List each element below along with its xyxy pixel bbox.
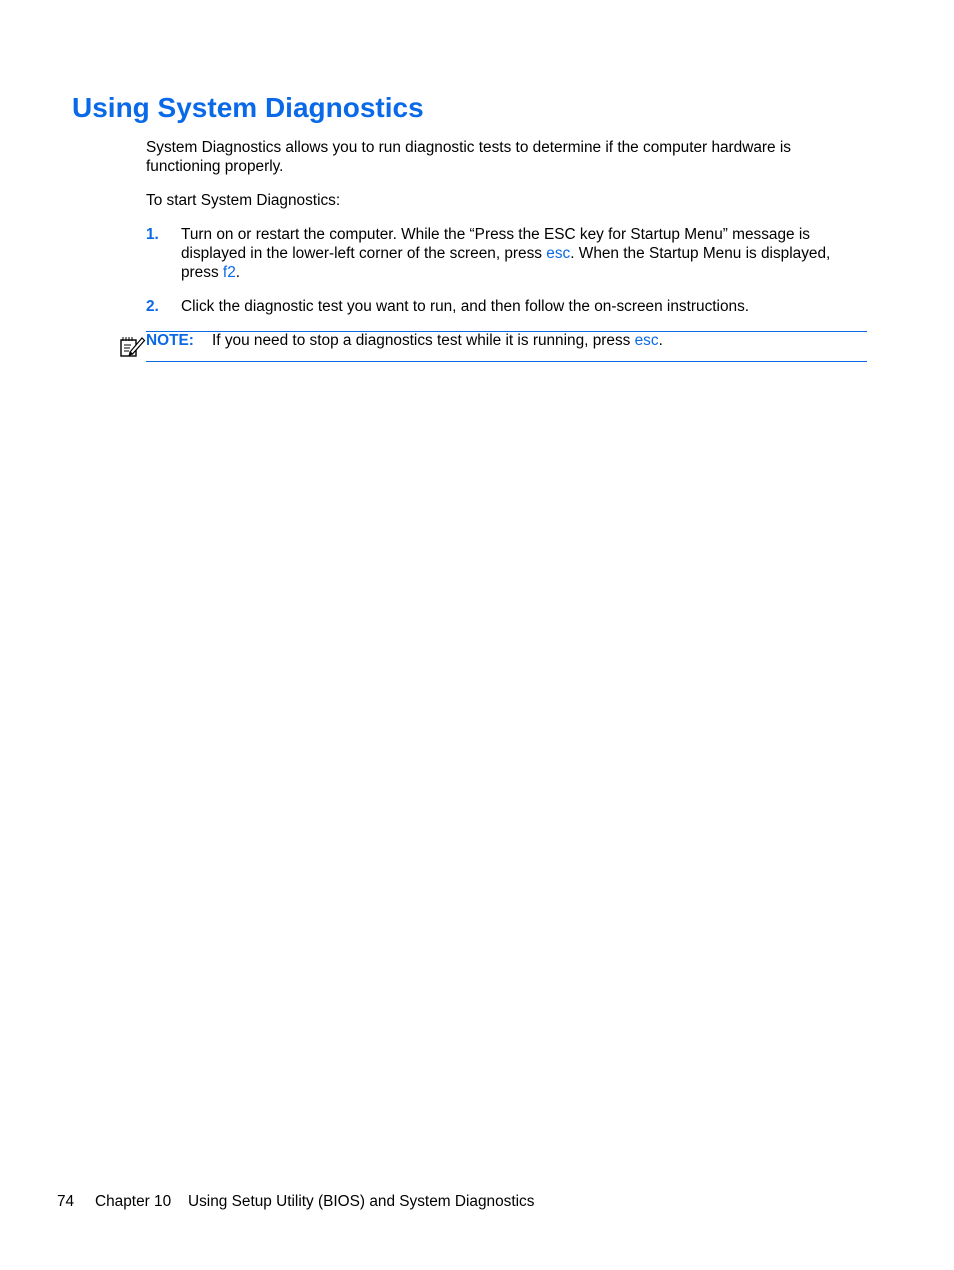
chapter-label: Chapter 10 [95, 1193, 172, 1210]
step-2-number: 2. [146, 298, 159, 315]
f2-key-reference: f2 [222, 264, 236, 281]
note-text [212, 331, 663, 350]
start-label: To start System Diagnostics: [146, 192, 341, 209]
note-text-part: If you need to stop a diagnostics test while it is running, press [212, 332, 635, 349]
intro-paragraph: System Diagnostics allows you to run diagnostic tests to determine if the computer hardware is functioning properly. [146, 139, 791, 175]
step-1-number: 1. [146, 226, 159, 243]
chapter-title: Using Setup Utility (BIOS) and System Diagnostics [188, 1193, 535, 1210]
esc-key-reference: esc [634, 332, 659, 349]
step-2-text: Click the diagnostic test you want to run, and then follow the on-screen instructions. [181, 298, 750, 315]
note-text-part: . [658, 332, 663, 349]
esc-key-reference: esc [546, 245, 571, 262]
step-1-text-part: . [235, 264, 241, 281]
step-1-text-part: Turn on or restart the computer. While the “Press the ESC key for Startup Menu” message is displayed in the lower-left corner of the screen, press [181, 226, 810, 262]
step-1-text [181, 225, 871, 282]
note-pencil-icon [118, 334, 146, 358]
note-label: NOTE: [146, 332, 194, 349]
page-number: 74 [57, 1193, 75, 1210]
note-bottom-rule [146, 361, 867, 362]
step-1-text-part: . When the Startup Menu is displayed, press [181, 245, 831, 281]
page-title: Using System Diagnostics [72, 92, 424, 123]
